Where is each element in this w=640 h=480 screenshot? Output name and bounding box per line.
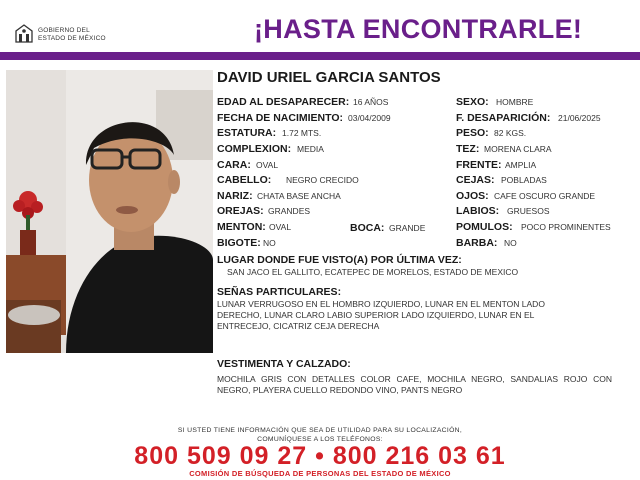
field-label-nose: NARIZ: [217,190,253,202]
field-label-sex: SEXO: [456,96,489,108]
last-seen-text: SAN JACO EL GALLITO, ECATEPEC DE MORELOS, ESTADO DE MEXICO [227,267,519,277]
contact-info-line-1: SI USTED TIENE INFORMACIÓN QUE SEA DE UTILIDAD PARA SU LOCALIZACIÓN, [177,427,463,434]
field-label-face: CARA: [217,159,251,171]
field-value-mustache: NO [263,238,276,248]
field-label-birthdate: FECHA DE NACIMIENTO: [217,112,343,124]
marks-text: LUNAR VERRUGOSO EN EL HOMBRO IZQUIERDO, LUNAR EN EL MENTON LADO DERECHO, LUNAR CLARO LABIO SUPERIOR LADO IZQUIERDO, LUNAR EN EL ENTRECEJO, CICATRIZ CEJA DERECHA [217,299,545,331]
person-name: DAVID URIEL GARCIA SANTOS [217,69,441,86]
header-divider [0,52,640,60]
field-label-mustache: BIGOTE: [217,237,261,249]
field-label-disappearance-date: F. DESAPARICIÓN: [456,112,551,124]
page-headline: ¡HASTA ENCONTRARLE! [254,14,583,44]
field-value-disappearance-date: 21/06/2025 [558,113,601,123]
field-value-eyes: CAFE OSCURO GRANDE [494,191,596,201]
government-logo [14,22,114,44]
field-label-cheekbones: POMULOS: [456,221,513,233]
field-label-beard: BARBA: [456,237,498,249]
phone-numbers: 800 509 09 27 • 800 216 03 61 [134,442,506,470]
field-value-lips: GRUESOS [507,206,550,216]
field-value-beard: NO [504,238,517,248]
field-label-mouth: BOCA: [350,222,385,234]
field-label-eyebrows: CEJAS: [456,174,495,186]
field-label-complexion: TEZ: [456,143,480,155]
field-value-eyebrows: POBLADAS [501,175,547,185]
field-label-weight: PESO: [456,127,489,139]
field-value-chin: OVAL [269,222,292,232]
field-label-age: EDAD AL DESAPARECER: [217,96,350,108]
field-label-height: ESTATURA: [217,127,277,139]
clothing-text: MOCHILA GRIS CON DETALLES COLOR CAFE, MOCHILA NEGRO, SANDALIAS ROJO CON NEGRO, PLAYERA CUELLO REDONDO VINO, PANTS NEGRO [217,374,612,395]
field-value-forehead: AMPLIA [505,160,537,170]
field-label-lips: LABIOS: [456,205,500,217]
last-seen-heading: LUGAR DONDE FUE VISTO(A) POR ÚLTIMA VEZ: [217,254,462,266]
field-value-age: 16 AÑOS [353,97,389,107]
field-value-face: OVAL [256,160,279,170]
logo-line-2: ESTADO DE MÉXICO [38,35,106,42]
field-value-ears: GRANDES [268,206,311,216]
marks-heading: SEÑAS PARTICULARES: [217,286,342,298]
field-label-build: COMPLEXION: [217,143,292,155]
logo-line-1: GOBIERNO DEL [38,27,90,34]
field-value-hair: NEGRO CRECIDO [286,175,359,185]
field-value-complexion: MORENA CLARA [484,144,552,154]
field-value-nose: CHATA BASE ANCHA [257,191,341,201]
contact-info-line-2: COMUNÍQUESE A LOS TELÉFONOS: [257,435,383,443]
state-seal-icon [14,22,34,44]
field-label-forehead: FRENTE: [456,159,502,171]
field-value-height: 1.72 MTS. [282,128,322,138]
clothing-heading: VESTIMENTA Y CALZADO: [217,358,351,370]
photo-illustration [6,70,213,353]
field-label-chin: MENTON: [217,221,266,233]
field-label-hair: CABELLO: [217,174,272,186]
field-value-birthdate: 03/04/2009 [348,113,391,123]
commission-name: COMISIÓN DE BÚSQUEDA DE PERSONAS DEL ESTADO DE MÉXICO [189,469,451,478]
field-label-eyes: OJOS: [456,190,489,202]
field-value-sex: HOMBRE [496,97,534,107]
missing-person-photo [6,70,213,353]
field-value-mouth: GRANDE [389,223,426,233]
field-value-cheekbones: POCO PROMINENTES [521,222,611,232]
field-label-ears: OREJAS: [217,205,264,217]
field-value-weight: 82 KGS. [494,128,527,138]
field-value-build: MEDIA [297,144,324,154]
